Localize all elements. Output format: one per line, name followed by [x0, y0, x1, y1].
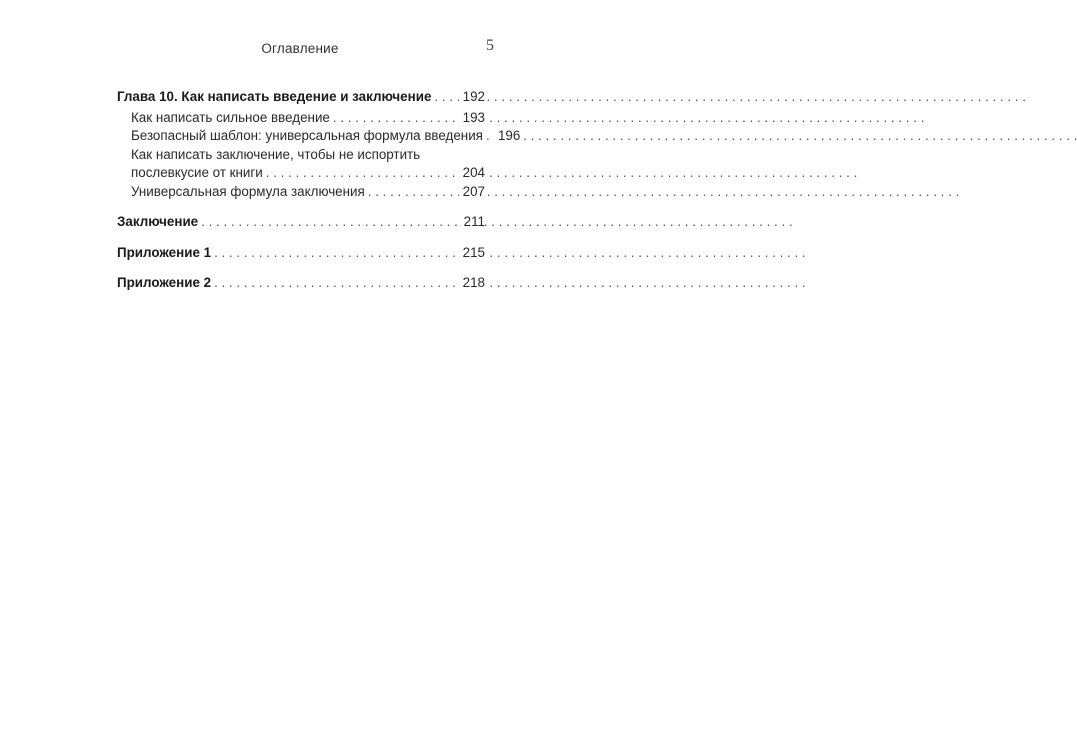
dot-leader [214, 244, 459, 263]
toc-entry-strong-introduction[interactable] [117, 109, 485, 128]
toc-entry-title: Приложение 2 [117, 274, 214, 293]
toc-entry-title: Безопасный шаблон: универсальная формула введения [131, 127, 486, 146]
toc-entry-appendix-1[interactable] [117, 244, 485, 263]
toc-entry-page: 218 [459, 274, 485, 293]
toc-entry-page: 192 [459, 88, 485, 107]
toc-entry-write-conclusion[interactable] [117, 146, 485, 183]
toc-entry-page: 215 [459, 244, 485, 263]
toc-entry-chapter-10[interactable] [117, 88, 485, 107]
toc-entry-title: Заключение [117, 213, 201, 232]
toc-entry-title: Как написать сильное введение [131, 109, 333, 128]
toc-entry-title: Универсальная формула заключения [131, 183, 368, 202]
dot-leader [486, 127, 494, 146]
toc-entry-title-line1: Как написать заключение, чтобы не испортить [131, 146, 421, 162]
dot-leader [266, 164, 459, 183]
toc-entry-appendix-2[interactable] [117, 274, 485, 293]
dot-leader [214, 274, 459, 293]
dot-leader [333, 109, 459, 128]
page-number: 5 [486, 37, 494, 54]
toc-entry-page: 204 [459, 164, 485, 183]
toc-entry-conclusion[interactable] [117, 213, 485, 232]
table-of-contents [117, 88, 521, 293]
dot-leader [201, 213, 460, 232]
toc-entry-page: 196 [494, 127, 520, 146]
dot-leader [434, 88, 458, 107]
toc-entry-safe-template[interactable] [117, 127, 521, 146]
toc-entry-title: Приложение 1 [117, 244, 214, 263]
running-header: Оглавление [261, 41, 339, 56]
toc-entry-conclusion-formula[interactable] [117, 183, 485, 202]
toc-entry-page: 207 [459, 183, 485, 202]
toc-entry-title-line2: послевкусие от книги [131, 164, 266, 183]
dot-leader [368, 183, 459, 202]
toc-entry-page: 211 [460, 213, 485, 232]
toc-entry-title: Глава 10. Как написать введение и заключение [117, 88, 434, 107]
toc-entry-page: 193 [459, 109, 485, 128]
